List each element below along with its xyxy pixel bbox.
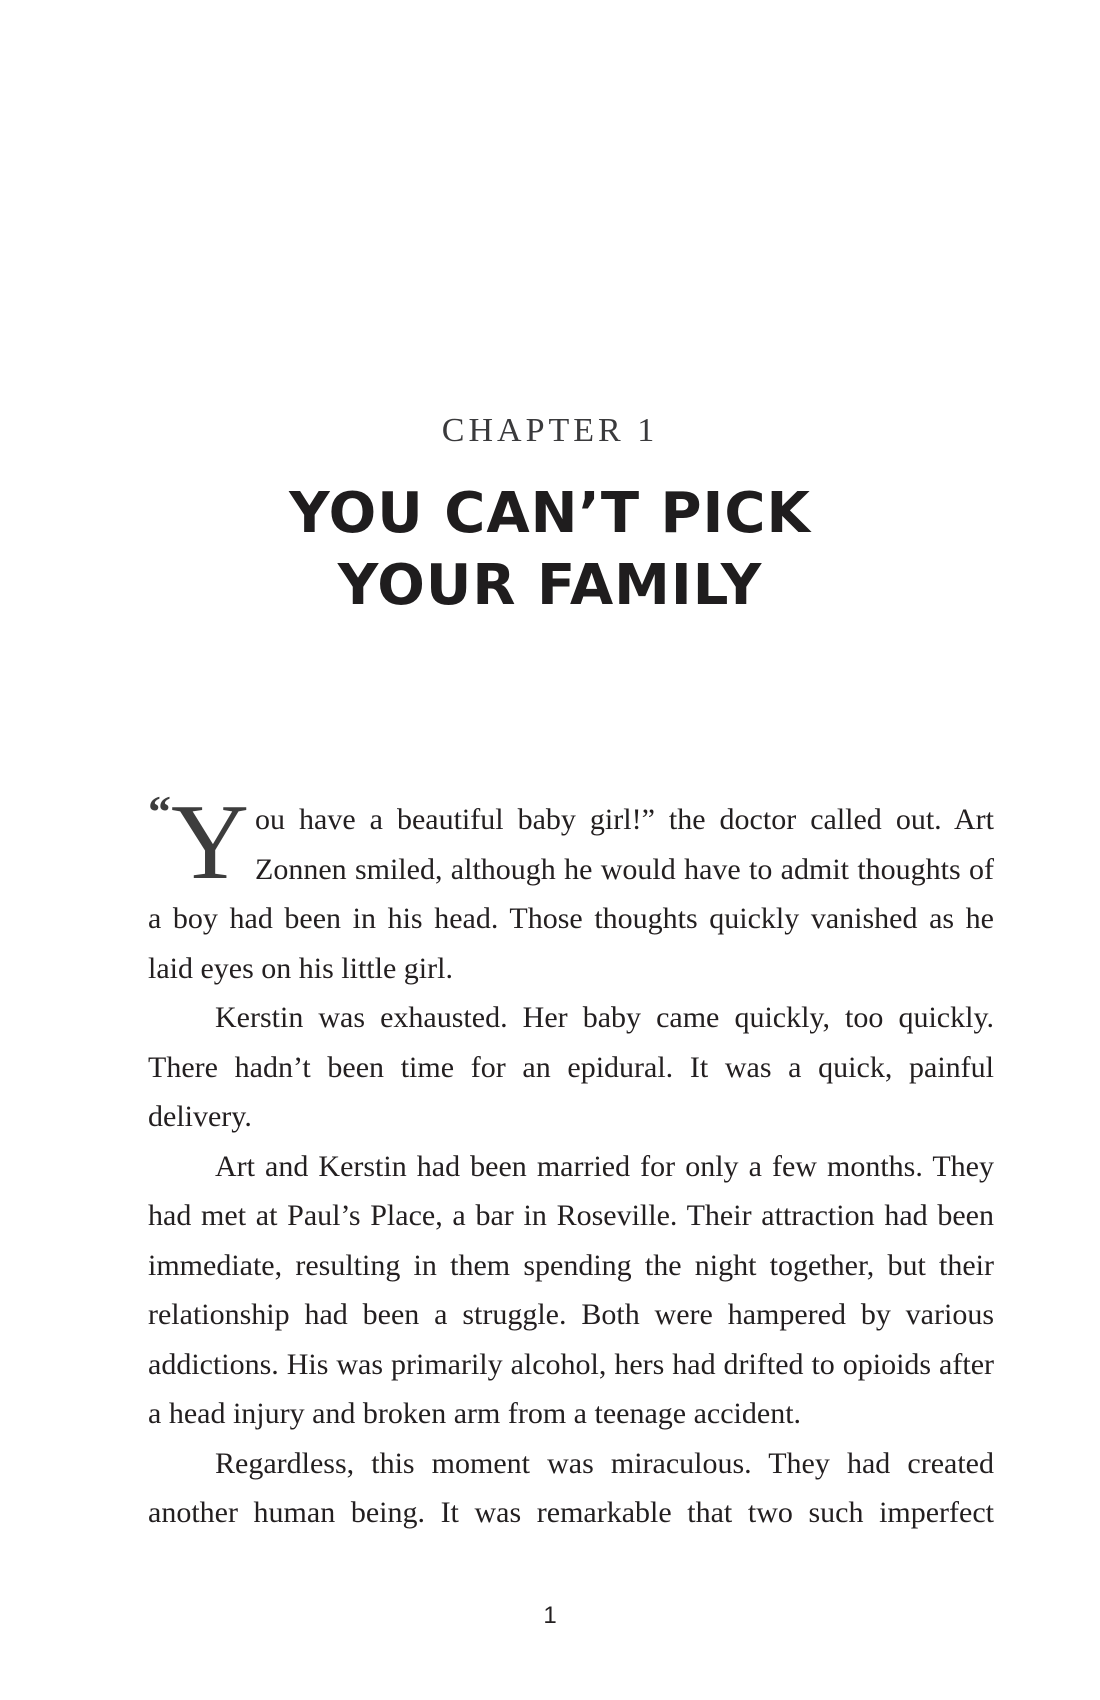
paragraph-3: Art and Kerstin had been married for only a few months. They had met at Paul’s Place, a bar in Roseville. Their attraction had been immediate, resulting in them spending the night together, but their relationship had been a struggle. Both were hampered by various addictions. His was primarily alcohol, hers had drifted to opioids after a head injury and broken arm from a teenage accident. [148, 1149, 994, 1430]
chapter-title [0, 478, 1100, 622]
paragraph-4: Regardless, this moment was miraculous. They had created another human being. It was remarkable that two such imperfect [148, 1446, 994, 1529]
paragraph-1-text: ou have a beautiful baby girl!” the doctor called out. Art Zonnen smiled, although he would have to admit thoughts of a boy had been in his head. Those thoughts quickly vanished as he laid eyes on his little girl. [148, 803, 994, 985]
drop-cap-quote: “ [148, 786, 171, 837]
chapter-label: CHAPTER 1 [441, 412, 659, 449]
drop-cap-letter: Y [171, 783, 249, 902]
paragraph-2: Kerstin was exhausted. Her baby came quickly, too quickly. There hadn’t been time for an epidural. It was a quick, painful delivery. [148, 1001, 994, 1133]
drop-cap [148, 783, 249, 902]
chapter-body [148, 783, 994, 1538]
chapter-title-line-2: YOUR FAMILY [337, 553, 763, 618]
paragraph-1 [148, 783, 994, 993]
page-number: 1 [543, 1602, 557, 1629]
chapter-title-line-1: YOU CAN’T PICK [289, 481, 811, 546]
